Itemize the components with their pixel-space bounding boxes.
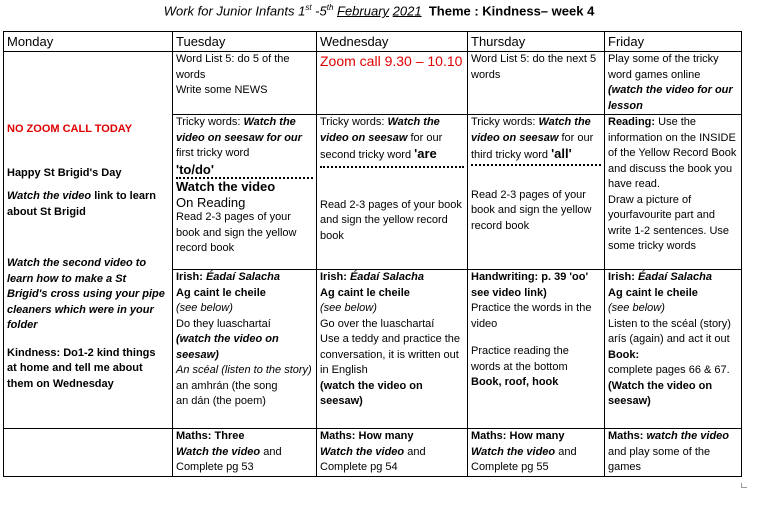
maths-line: and play some of the games bbox=[608, 445, 711, 473]
day-header: Friday bbox=[605, 32, 742, 52]
irish-line: an dán (the poem) bbox=[176, 395, 266, 407]
friday-reading bbox=[605, 115, 742, 270]
title-theme: Theme : bbox=[428, 3, 479, 19]
day-header: Monday bbox=[4, 32, 173, 52]
video-link-rest: link to learn about St Brigid bbox=[7, 190, 156, 218]
tricky-label: Tricky words: bbox=[471, 116, 539, 128]
reading-text: Use the information on the INSIDE of the Yellow Record Book and discuss the book you have read. bbox=[608, 116, 737, 190]
wednesday-irish bbox=[317, 270, 468, 429]
tuesday-maths bbox=[173, 429, 317, 477]
watch-video-heading: Watch the video bbox=[176, 179, 276, 194]
title-month: February bbox=[337, 3, 390, 19]
reading-label: Reading: bbox=[608, 116, 656, 128]
maths-line: Complete pg 54 bbox=[320, 461, 398, 473]
tricky-block bbox=[176, 115, 313, 179]
irish-heading bbox=[608, 270, 738, 286]
wednesday-tricky bbox=[317, 115, 468, 270]
tricky-label: Tricky words: bbox=[176, 116, 244, 128]
irish-title: Éadaí Salacha bbox=[349, 271, 424, 283]
handwriting-words: Book, roof, hook bbox=[471, 376, 559, 388]
irish-line: Ag caint le cheile bbox=[320, 286, 410, 299]
irish-line: Ag caint le cheile bbox=[176, 286, 266, 299]
maths-line: Complete pg 53 bbox=[176, 461, 254, 473]
book-line: (Watch the video on seesaw) bbox=[608, 379, 713, 407]
maths-line: Complete pg 55 bbox=[471, 461, 549, 473]
irish-title: Éadaí Salacha bbox=[205, 271, 280, 283]
irish-line: Go over the luaschartaí bbox=[320, 317, 435, 330]
maths-and: and bbox=[404, 445, 426, 458]
words-text: Word List 5: do the next 5 words bbox=[471, 53, 597, 81]
title-theme-value: Kindness– week 4 bbox=[482, 3, 595, 19]
irish-line: (watch the video on seesaw) bbox=[320, 379, 423, 407]
maths-heading: Maths: How many bbox=[320, 430, 414, 442]
friday-irish bbox=[605, 270, 742, 429]
maths-video: watch the video bbox=[646, 430, 730, 442]
friday-maths bbox=[605, 429, 742, 477]
irish-line: Use a teddy and practice the conversation, it is written out in English bbox=[320, 333, 461, 376]
no-zoom-note: NO ZOOM CALL TODAY bbox=[7, 123, 133, 135]
reading-heading: On Reading bbox=[176, 194, 246, 210]
tricky-video-note: Watch the video on seesaw bbox=[320, 116, 440, 144]
words-text: Word List 5: do 5 of the words bbox=[176, 53, 290, 81]
monday-extra bbox=[4, 429, 173, 477]
tuesday-irish bbox=[173, 270, 317, 429]
maths-line bbox=[176, 445, 313, 461]
title-text: -5 bbox=[311, 3, 327, 19]
tricky-block bbox=[471, 115, 601, 166]
book-line: complete pages 66 & 67. bbox=[608, 364, 730, 376]
irish-line: Ag caint le cheile bbox=[608, 286, 698, 299]
maths-label: Maths: bbox=[608, 430, 647, 442]
video-link-text: Watch the video bbox=[7, 190, 92, 202]
tricky-block bbox=[320, 115, 464, 168]
timetable bbox=[3, 31, 742, 477]
title-year: 2021 bbox=[392, 3, 422, 19]
kindness-note: Kindness: Do1-2 kind things at home and tell me about them on Wednesday bbox=[7, 346, 156, 390]
irish-line: An scéal (listen to the story) bbox=[176, 364, 312, 376]
irish-line: (see below) bbox=[176, 302, 233, 314]
irish-heading bbox=[176, 270, 313, 286]
title-sup: th bbox=[326, 3, 334, 12]
title-sup: st bbox=[305, 3, 312, 12]
reading-text: Read 2-3 pages of your book and sign the yellow record book bbox=[176, 211, 297, 254]
draw-text: Draw a picture of yourfavourite part and write 1-2 sentences. Use some tricky words bbox=[608, 193, 730, 252]
wednesday-zoom bbox=[317, 52, 468, 115]
maths-heading: Maths: Three bbox=[176, 430, 245, 442]
tricky-video-note: Watch the video on seesaw for our bbox=[176, 116, 302, 144]
row-4 bbox=[4, 429, 742, 477]
tuesday-tricky bbox=[173, 115, 317, 270]
maths-and: and bbox=[260, 445, 282, 458]
handwriting-heading: Handwriting: p. 39 'oo' see video link) bbox=[471, 271, 589, 299]
thursday-handwriting bbox=[468, 270, 605, 429]
irish-line: Listen to the scéal (story) arís (again) and act it out bbox=[608, 317, 731, 345]
irish-label: Irish: bbox=[608, 271, 638, 283]
tricky-label: Tricky words: bbox=[320, 116, 388, 128]
thursday-words bbox=[468, 52, 605, 115]
thursday-tricky bbox=[468, 115, 605, 270]
games-video-note: (watch the video for our lesson bbox=[608, 84, 733, 112]
irish-label: Irish: bbox=[176, 271, 206, 283]
irish-line: (see below) bbox=[608, 302, 665, 314]
irish-line: (watch the video on seesaw) bbox=[176, 333, 279, 361]
tricky-word: 'all' bbox=[551, 146, 572, 161]
brigid-video-note bbox=[7, 189, 169, 220]
monday-lower-notes bbox=[7, 256, 167, 392]
tricky-word: 'are bbox=[414, 146, 437, 161]
tricky-text: first tricky word bbox=[176, 147, 250, 159]
irish-line: an amhrán (the song bbox=[176, 379, 278, 392]
maths-heading: Maths: How many bbox=[471, 430, 565, 442]
reading-note bbox=[608, 115, 738, 193]
thursday-maths bbox=[468, 429, 605, 477]
tricky-word: 'to/do' bbox=[176, 161, 214, 177]
news-text: Write some NEWS bbox=[176, 84, 268, 96]
maths-heading bbox=[608, 429, 738, 445]
maths-line bbox=[471, 445, 601, 461]
handwriting-line: Practice reading the words at the bottom bbox=[471, 345, 569, 373]
reading-text: Read 2-3 pages of your book and sign the yellow record book bbox=[471, 188, 592, 232]
maths-video: Watch the video bbox=[320, 445, 405, 458]
maths-video: Watch the video bbox=[471, 445, 556, 458]
day-header: Thursday bbox=[468, 32, 605, 52]
tricky-video-note: Watch the video on seesaw bbox=[471, 116, 591, 144]
day-header: Tuesday bbox=[173, 32, 317, 52]
row-1 bbox=[4, 52, 742, 115]
table-end-marker bbox=[741, 483, 747, 488]
brigid-day: Happy St Brigid's Day bbox=[7, 166, 122, 179]
irish-title: Éadaí Salacha bbox=[637, 271, 712, 283]
tuesday-words bbox=[173, 52, 317, 115]
tricky-text: for our third tricky word bbox=[471, 131, 594, 161]
reading-text: Read 2-3 pages of your book and sign the yellow record book bbox=[320, 198, 462, 242]
maths-and: and bbox=[555, 445, 577, 458]
book-label: Book: bbox=[608, 348, 640, 361]
header-row bbox=[4, 32, 742, 52]
friday-games bbox=[605, 52, 742, 115]
maths-video: Watch the video bbox=[176, 445, 261, 458]
zoom-call: Zoom call 9.30 – 10.10 bbox=[320, 53, 463, 69]
irish-line: (see below) bbox=[320, 302, 377, 314]
irish-label: Irish: bbox=[320, 271, 350, 283]
page-title bbox=[0, 3, 758, 18]
handwriting-line: Practice the words in the video bbox=[471, 302, 592, 330]
irish-heading bbox=[320, 270, 464, 286]
games-text: Play some of the tricky word games online bbox=[608, 53, 719, 81]
irish-line: Do they luaschartaí bbox=[176, 317, 271, 330]
brigid-cross-note: Watch the second video to learn how to make a St Brigid's cross using your pipe cleaners which were in your folder bbox=[7, 257, 165, 331]
tricky-text: for our second tricky word bbox=[320, 131, 443, 161]
title-text: Work for Junior Infants 1 bbox=[163, 3, 306, 19]
day-header: Wednesday bbox=[317, 32, 468, 52]
wednesday-maths bbox=[317, 429, 468, 477]
maths-line bbox=[320, 445, 464, 461]
